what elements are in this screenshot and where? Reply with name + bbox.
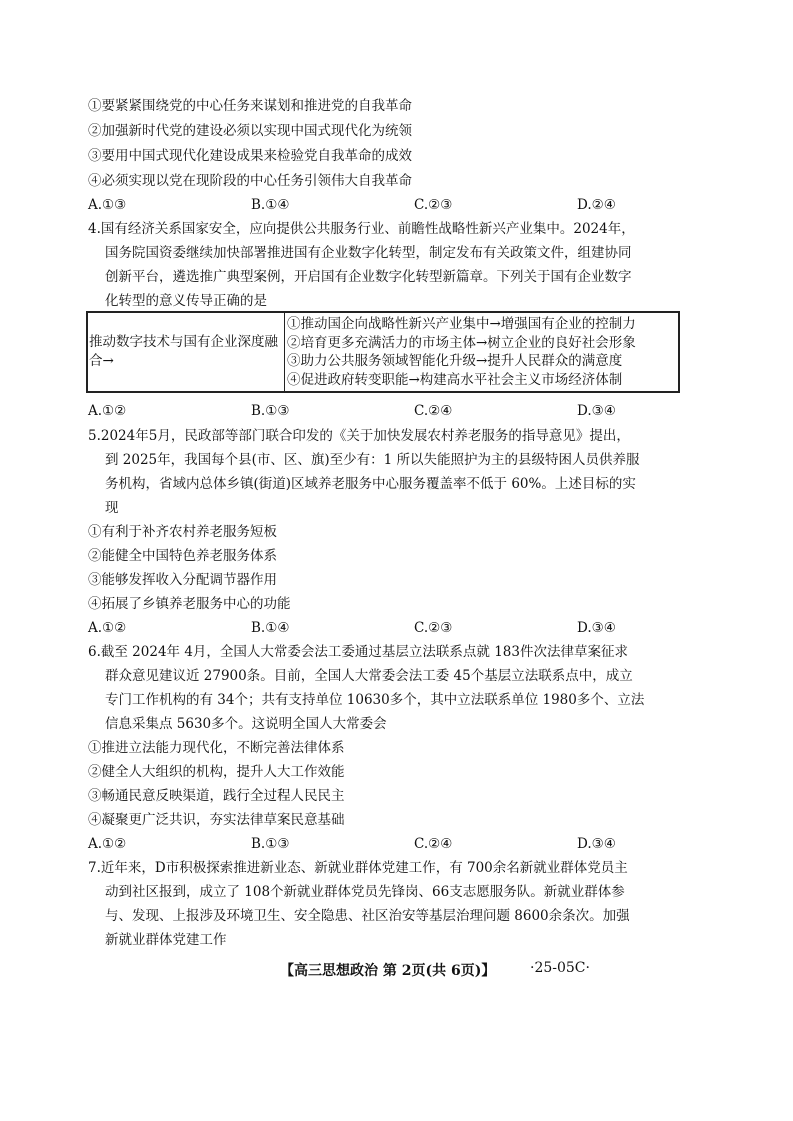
- q5-option-b: B.①④: [251, 620, 290, 636]
- q6-option-c: C.②④: [414, 836, 453, 852]
- q4-stem-1: 4.国有经济关系国家安全，应向提供公共服务行业、前瞻性战略性新兴产业集中。2024年，: [88, 221, 635, 237]
- q5-stem-4: 现: [105, 500, 119, 516]
- q5-stem-2: 到 2025年，我国每个县(市、区、旗)至少有：1 所以失能照护为主的县级特困人员供养服: [105, 452, 640, 468]
- q4-stem-3: 创新平台，遴选推广典型案例，开启国有企业数字化转型新篇章。下列关于国有企业数字: [105, 269, 632, 285]
- q6-options: [88, 835, 708, 853]
- q5-item-3: ③能够发挥收入分配调节器作用: [88, 572, 277, 588]
- q6-option-a: A.①②: [88, 836, 127, 852]
- q5-option-a: A.①②: [88, 620, 127, 636]
- q6-stem-2: 群众意见建议近 27900条。目前，全国人大常委会法工委 45个基层立法联系点中，成立: [105, 668, 633, 684]
- q4-option-c: C.②④: [414, 403, 453, 419]
- q7-stem-1: 7.近年来，D市积极探索推进新业态、新就业群体党建工作，有 700余名新就业群体党员主: [88, 860, 628, 876]
- q3-option-a: A.①③: [88, 197, 127, 213]
- q5-item-4: ④拓展了乡镇养老服务中心的功能: [88, 596, 291, 612]
- q4-table-left-text: 推动数字技术与国有企业深度融合→: [89, 334, 278, 369]
- q4-stem-2: 国务院国资委继续加快部署推进国有企业数字化转型，制定发布有关政策文件，组建协同: [105, 245, 632, 261]
- q3-item-2: ②加强新时代党的建设必须以实现中国式现代化为统领: [88, 123, 412, 139]
- q4-transmission-table: [86, 311, 680, 393]
- q6-stem-3: 专门工作机构的有 34个；共有支持单位 10630多个，其中立法联系单位 1980多个、立法: [105, 692, 645, 708]
- q6-item-4: ④凝聚更广泛共识，夯实法律草案民意基础: [88, 812, 345, 828]
- q3-item-4: ④必须实现以党在现阶段的中心任务引领伟大自我革命: [88, 173, 412, 189]
- q3-option-c: C.②③: [414, 197, 453, 213]
- q7-stem-3: 与、发现、上报涉及环境卫生、安全隐患、社区治安等基层治理问题 8600余条次。加强: [105, 908, 630, 924]
- q6-item-2: ②健全人大组织的机构，提升人大工作效能: [88, 764, 345, 780]
- q6-option-b: B.①③: [251, 836, 290, 852]
- footer-code: ·25-05C·: [530, 960, 590, 976]
- page-footer: [280, 960, 700, 980]
- q4-table-item-4: ④促进政府转变职能→构建高水平社会主义市场经济体制: [287, 371, 623, 388]
- q5-item-1: ①有利于补齐农村养老服务短板: [88, 524, 277, 540]
- q4-table-right-cell: [287, 315, 679, 389]
- q7-stem-2: 动到社区报到，成立了 108个新就业群体党员先锋岗、66支志愿服务队。新就业群体参: [105, 884, 625, 900]
- q4-table-item-3: ③助力公共服务领域智能化升级→提升人民群众的满意度: [287, 353, 623, 369]
- q3-options: [88, 196, 708, 214]
- footer-title: 【高三思想政治 第 2页(共 6页)】: [280, 963, 496, 979]
- q3-item-3: ③要用中国式现代化建设成果来检验党自我革命的成效: [88, 148, 412, 164]
- q4-stem-4: 化转型的意义传导正确的是: [105, 293, 267, 309]
- q6-item-3: ③畅通民意反映渠道，践行全过程人民民主: [88, 788, 345, 804]
- q4-table-item-2: ②培育更多充满活力的市场主体→树立企业的良好社会形象: [287, 334, 636, 351]
- q6-stem-1: 6.截至 2024年 4月，全国人大常委会法工委通过基层立法联系点就 183件次法律草案征求: [88, 644, 628, 660]
- q6-item-1: ①推进立法能力现代化，不断完善法律体系: [88, 740, 345, 756]
- q5-option-d: D.③④: [577, 620, 616, 636]
- q4-option-b: B.①③: [251, 403, 290, 419]
- q7-stem-4: 新就业群体党建工作: [105, 932, 227, 948]
- q4-options: [88, 402, 708, 420]
- q4-table-item-1: ①推动国企向战略性新兴产业集中→增强国有企业的控制力: [287, 316, 636, 332]
- q3-item-1: ①要紧紧围绕党的中心任务来谋划和推进党的自我革命: [88, 98, 412, 114]
- q5-stem-1: 5.2024年5月，民政部等部门联合印发的《关于加快发展农村养老服务的指导意见》提出，: [88, 428, 630, 444]
- q5-option-c: C.②③: [414, 620, 453, 636]
- q3-option-d: D.②④: [577, 197, 616, 213]
- q5-options: [88, 619, 708, 637]
- q4-option-d: D.③④: [577, 403, 616, 419]
- q4-table-left-cell: [88, 313, 285, 391]
- q6-option-d: D.③④: [577, 836, 616, 852]
- q3-option-b: B.①④: [251, 197, 290, 213]
- q5-item-2: ②能健全中国特色养老服务体系: [88, 548, 277, 564]
- q5-stem-3: 务机构，省域内总体乡镇(街道)区域养老服务中心服务覆盖率不低于 60%。上述目标的实: [105, 476, 636, 492]
- q6-stem-4: 信息采集点 5630多个。这说明全国人大常委会: [105, 716, 387, 732]
- q4-option-a: A.①②: [88, 403, 127, 419]
